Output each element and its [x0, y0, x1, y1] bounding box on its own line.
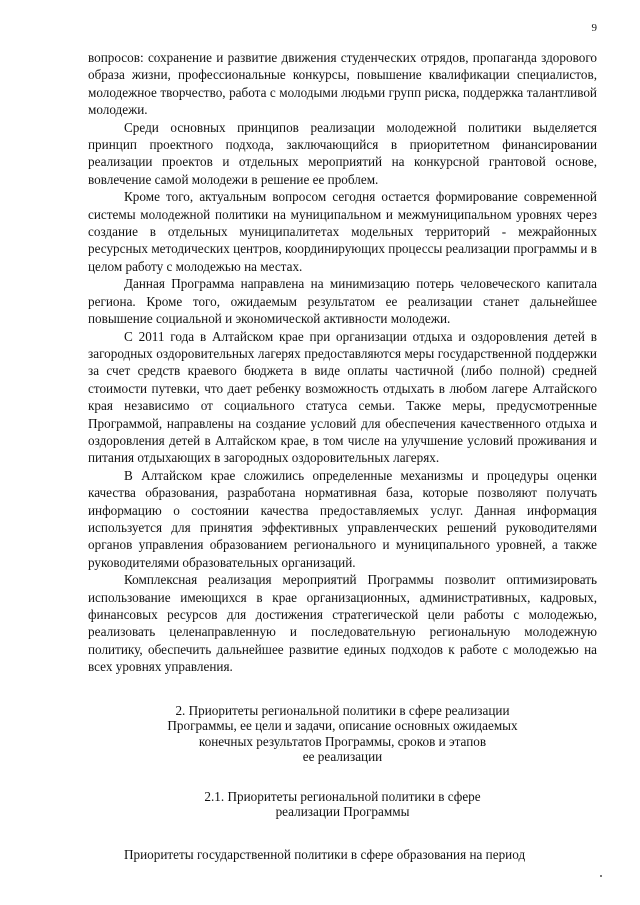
- section-heading-line: ее реализации: [302, 749, 383, 765]
- final-paragraph: Приоритеты государственной политики в сфере образования на период: [124, 846, 526, 862]
- section-heading: [88, 703, 597, 765]
- subsection-heading-line: реализации Программы: [275, 804, 410, 820]
- section-heading-line: 2. Приоритеты региональной политики в сфере реализации: [175, 702, 510, 718]
- paragraph-1: вопросов: сохранение и развитие движения студенческих отрядов, пропаганда здорового образа жизни, профессиональные конкурсы, повышение квалификации специалистов, молодежное творчество, работа с молодыми людьми групп риска, поддержка талантливой молодежи.: [88, 50, 597, 118]
- section-heading-line: Программы, ее цели и задачи, описание основных ожидаемых: [167, 718, 518, 734]
- paragraph-2: Среди основных принципов реализации молодежной политики выделяется принцип проектного подхода, заключающийся в приоритетном финансировании реализации проектов и отдельных мероприятий на конкурсной грантовой основе, вовлечение самой молодежи в решение ее проблем.: [88, 119, 597, 187]
- page-number: 9: [591, 22, 597, 34]
- subsection-heading-line: 2.1. Приоритеты региональной политики в сфере: [204, 788, 481, 804]
- scan-artifact: [600, 875, 602, 877]
- section-heading-line: конечных результатов Программы, сроков и этапов: [198, 733, 487, 749]
- paragraph-3: Кроме того, актуальным вопросом сегодня остается формирование современной системы молодежной политики на муниципальном и межмуниципальном уровнях через создание в отдельных муниципалитетах модельных территорий - межрайонных ресурсных методических центров, координирующих процессы реализации программы и в целом работу с молодежью на местах.: [88, 189, 597, 274]
- paragraph-6: В Алтайском крае сложились определенные механизмы и процедуры оценки качества образования, разработана нормативная база, которые позволяют получать информацию о состоянии качества предоставляемых услуг. Данная информация используется для принятия эффективных управленческих решений руководителями органов управления образованием регионального и муниципального уровней, а также руководителями образовательных организаций.: [88, 467, 597, 570]
- paragraph-4: Данная Программа направлена на минимизацию потерь человеческого капитала региона. Кроме того, ожидаемым результатом ее реализации станет дальнейшее повышение социальной и экономической активности молодежи.: [88, 276, 597, 327]
- paragraph-5: С 2011 года в Алтайском крае при организации отдыха и оздоровления детей в загородных оздоровительных лагерях предоставляются меры государственной поддержки за счет средств краевого бюджета в виде оплаты частичной (либо полной) средней стоимости путевки, что дает ребенку возможность отдыхать в любом лагере Алтайского края независимо от социального статуса семьи. Также меры, предусмотренные Программой, направлены на создание условий для обеспечения качественного отдыха и оздоровления детей в Алтайском крае, в том числе на улучшение условий проживания и питания отдыхающих в загородных оздоровительных лагерях.: [88, 328, 597, 466]
- paragraph-7: Комплексная реализация мероприятий Программы позволит оптимизировать использование имеющихся в крае организационных, административных, кадровых, финансовых ресурсов для достижения стратегической цели работы с молодежью, реализовать целенаправленную и последовательную региональную молодежную политику, обеспечить дальнейшее развитие единых подходов к работе с молодежью на всех уровнях управления.: [88, 572, 597, 675]
- subsection-heading: [88, 789, 597, 820]
- document-body: [88, 49, 597, 863]
